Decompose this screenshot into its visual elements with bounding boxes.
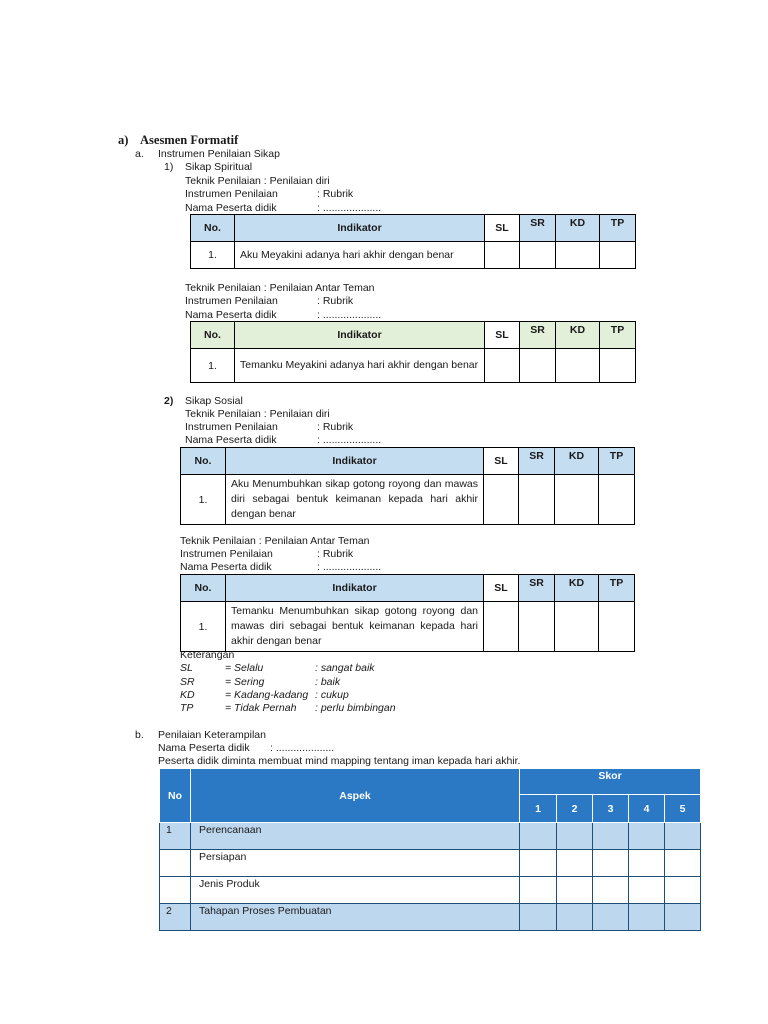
attitude-table-3 [180,447,635,525]
legend-meaning: = Tidak Pernah [225,702,297,714]
row-no: 1 [160,823,191,850]
header-indikator: Indikator [226,448,484,475]
skill-rubric-table [159,768,701,931]
header-indikator: Indikator [235,215,485,242]
header-no: No [160,769,191,823]
legend-note: : perlu bimbingan [315,702,396,714]
header-no: No. [191,322,235,349]
score-cell[interactable] [557,877,593,904]
instrumen-value: : Rubrik [317,421,354,433]
cell-sl[interactable] [485,349,520,383]
header-sr: SR [519,575,555,602]
instrumen-label: Instrumen Penilaian [180,548,273,560]
instrumen-value: : Rubrik [317,188,354,200]
score-cell[interactable] [593,877,629,904]
header-no: No. [181,448,226,475]
attitude-table-2 [190,321,636,383]
score-cell[interactable] [557,823,593,850]
instruction-text: Peserta didik diminta membuat mind mapping tentang iman kepada hari akhir. [158,755,521,767]
legend-meaning: = Sering [225,676,265,688]
nama-label: Nama Peserta didik [185,309,277,321]
cell-sr[interactable] [519,475,555,525]
row-no: 1. [191,242,235,269]
nama-label: Nama Peserta didik [185,202,277,214]
score-cell[interactable] [557,850,593,877]
row-no: 1. [181,475,226,525]
nama-label: Nama Peserta didik [180,561,272,573]
score-cell[interactable] [520,823,557,850]
row-indikator: Temanku Meyakini adanya hari akhir dengan benar [235,349,485,383]
score-cell[interactable] [593,850,629,877]
header-tp: TP [599,575,635,602]
section-a-title: Asesmen Formatif [140,133,239,147]
legend-meaning: = Kadang-kadang [225,689,309,701]
sub-a-marker: a. [135,148,144,160]
score-cell[interactable] [520,877,557,904]
nama-value: : .................... [317,434,382,446]
cell-sr[interactable] [519,602,555,652]
cell-tp[interactable] [599,602,635,652]
sub-a-title: Instrumen Penilaian Sikap [158,148,280,160]
score-cell[interactable] [593,904,629,931]
header-score-5: 5 [665,795,701,823]
cell-sr[interactable] [520,349,556,383]
header-no: No. [191,215,235,242]
nama-value: : .................... [317,309,382,321]
row-aspek: Tahapan Proses Pembuatan [191,904,520,931]
header-sr: SR [520,215,556,242]
score-cell[interactable] [629,823,665,850]
sub-b-title: Penilaian Keterampilan [158,729,266,741]
score-cell[interactable] [593,823,629,850]
attitude-table-4 [180,574,635,652]
section-a-marker: a) [118,133,129,147]
nama-label: Nama Peserta didik [158,742,250,754]
header-sr: SR [519,448,555,475]
cell-tp[interactable] [600,349,636,383]
header-sr: SR [520,322,556,349]
spiritual-title: Sikap Spiritual [185,161,253,173]
sub-b-marker: b. [135,729,144,741]
legend-note: : cukup [315,689,349,701]
legend-meaning: = Selalu [225,662,264,674]
header-tp: TP [600,322,636,349]
cell-sr[interactable] [520,242,556,269]
header-indikator: Indikator [235,322,485,349]
row-aspek: Perencanaan [191,823,520,850]
cell-tp[interactable] [599,475,635,525]
sosial-marker: 2) [164,395,174,407]
nama-label: Nama Peserta didik [185,434,277,446]
score-cell[interactable] [665,850,701,877]
cell-sl[interactable] [485,242,520,269]
teknik-line: Teknik Penilaian : Penilaian Antar Teman [180,535,370,547]
header-kd: KD [556,322,600,349]
legend-code: SL [180,662,193,674]
header-skor: Skor [520,769,701,795]
nama-value: : .................... [270,742,335,754]
keterangan-title: Keterangan [180,649,235,661]
row-no [160,877,191,904]
score-cell[interactable] [629,904,665,931]
cell-kd[interactable] [556,242,600,269]
header-sl: SL [484,575,519,602]
nama-value: : .................... [317,561,382,573]
score-cell[interactable] [665,823,701,850]
header-score-2: 2 [557,795,593,823]
cell-tp[interactable] [600,242,636,269]
instrumen-label: Instrumen Penilaian [185,421,278,433]
score-cell[interactable] [629,877,665,904]
header-kd: KD [555,448,599,475]
score-cell[interactable] [520,850,557,877]
attitude-table-1 [190,214,636,269]
header-tp: TP [599,448,635,475]
sosial-title: Sikap Sosial [185,395,243,407]
header-aspek: Aspek [191,769,520,823]
row-indikator: Aku Meyakini adanya hari akhir dengan benar [235,242,485,269]
instrumen-value: : Rubrik [317,548,354,560]
header-sl: SL [484,448,519,475]
header-kd: KD [555,575,599,602]
instrumen-label: Instrumen Penilaian [185,295,278,307]
legend-note: : baik [315,676,341,688]
row-aspek: Persiapan [191,850,520,877]
score-cell[interactable] [520,904,557,931]
header-sl: SL [485,322,520,349]
legend-code: KD [180,689,195,701]
row-aspek: Jenis Produk [191,877,520,904]
header-tp: TP [600,215,636,242]
teknik-line: Teknik Penilaian : Penilaian diri [185,408,330,420]
instrumen-value: : Rubrik [317,295,354,307]
cell-sl[interactable] [484,475,519,525]
cell-kd[interactable] [556,349,600,383]
instrumen-label: Instrumen Penilaian [185,188,278,200]
header-no: No. [181,575,226,602]
row-indikator: Aku Menumbuhkan sikap gotong royong dan mawas diri sebagai bentuk keimanan kepada hari akhir dengan benar [226,475,484,525]
score-cell[interactable] [665,904,701,931]
row-no: 1. [191,349,235,383]
legend-note: : sangat baik [315,662,375,674]
header-score-3: 3 [593,795,629,823]
score-cell[interactable] [557,904,593,931]
row-no [160,850,191,877]
cell-kd[interactable] [555,475,599,525]
header-score-1: 1 [520,795,557,823]
row-no: 2 [160,904,191,931]
legend-code: SR [180,676,195,688]
score-cell[interactable] [665,877,701,904]
legend-code: TP [180,702,194,714]
header-kd: KD [556,215,600,242]
teknik-line: Teknik Penilaian : Penilaian Antar Teman [185,282,375,294]
header-indikator: Indikator [226,575,484,602]
cell-kd[interactable] [555,602,599,652]
cell-sl[interactable] [484,602,519,652]
header-sl: SL [485,215,520,242]
row-no: 1. [181,602,226,652]
nama-value: : .................... [317,202,382,214]
score-cell[interactable] [629,850,665,877]
header-score-4: 4 [629,795,665,823]
teknik-line: Teknik Penilaian : Penilaian diri [185,175,330,187]
spiritual-marker: 1) [164,161,174,173]
row-indikator: Temanku Menumbuhkan sikap gotong royong dan mawas diri sebagai bentuk keimanan kepada hari akhir dengan benar [226,602,484,652]
